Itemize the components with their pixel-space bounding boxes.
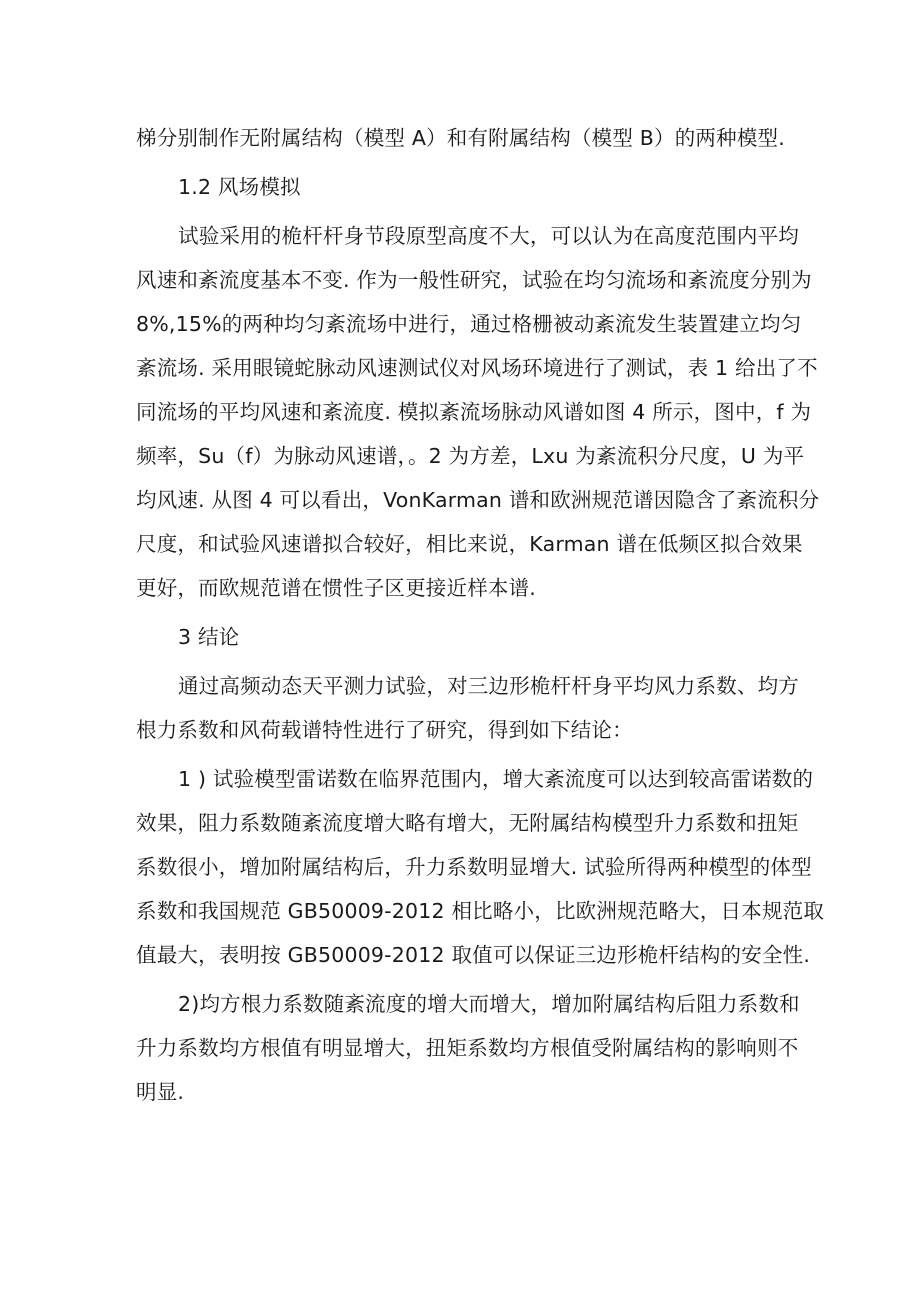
section-heading-1-2: 1.2 风场模拟 (178, 175, 301, 199)
section-heading-3: 3 结论 (178, 625, 240, 649)
paragraph-line: 风速和紊流度基本不变. 作为一般性研究，试验在均匀流场和紊流度分别为 (136, 268, 812, 292)
paragraph-line: 根力系数和风荷载谱特性进行了研究，得到如下结论： (136, 718, 633, 742)
paragraph-line: 明显. (136, 1080, 185, 1104)
paragraph-line: 均风速. 从图 4 可以看出，VonKarman 谱和欧洲规范谱因隐含了紊流积分 (136, 488, 820, 512)
paragraph-line: 尺度，和试验风速谱拟合较好，相比来说，Karman 谱在低频区拟合效果 (136, 532, 803, 556)
paragraph-line: 更好，而欧规范谱在惯性子区更接近样本谱. (136, 576, 537, 600)
paragraph-line: 频率，Su（f）为脉动风速谱，。2 为方差，Lxu 为紊流积分尺度，U 为平 (136, 444, 805, 468)
paragraph-line: 紊流场. 采用眼镜蛇脉动风速测试仪对风场环境进行了测试，表 1 给出了不 (136, 356, 818, 380)
conclusion-item-1-line: 1 ) 试验模型雷诺数在临界范围内，增大紊流度可以达到较高雷诺数的 (178, 767, 814, 791)
paragraph-line: 系数很小，增加附属结构后，升力系数明显增大. 试验所得两种模型的体型 (136, 855, 812, 879)
paragraph-line: 同流场的平均风速和紊流度. 模拟紊流场脉动风谱如图 4 所示，图中，f 为 (136, 400, 812, 424)
paragraph-line: 值最大，表明按 GB50009-2012 取值可以保证三边形桅杆结构的安全性. (136, 943, 811, 967)
paragraph-line: 8%,15%的两种均匀紊流场中进行，通过格栅被动紊流发生装置建立均匀 (136, 312, 802, 336)
paragraph-line: 效果，阻力系数随紊流度增大略有增大，无附属结构模型升力系数和扭矩 (136, 811, 799, 835)
paragraph-line: 升力系数均方根值有明显增大，扭矩系数均方根值受附属结构的影响则不 (136, 1036, 799, 1060)
paragraph-line: 梯分别制作无附属结构（模型 A）和有附属结构（模型 B）的两种模型. (136, 126, 785, 150)
paragraph-line: 系数和我国规范 GB50009-2012 相比略小，比欧洲规范略大，日本规范取 (136, 899, 825, 923)
paragraph-line: 试验采用的桅杆杆身节段原型高度不大，可以认为在高度范围内平均 (178, 224, 799, 248)
paragraph-line: 通过高频动态天平测力试验，对三边形桅杆杆身平均风力系数、均方 (178, 674, 799, 698)
conclusion-item-2-line: 2)均方根力系数随紊流度的增大而增大，增加附属结构后阻力系数和 (178, 992, 800, 1016)
